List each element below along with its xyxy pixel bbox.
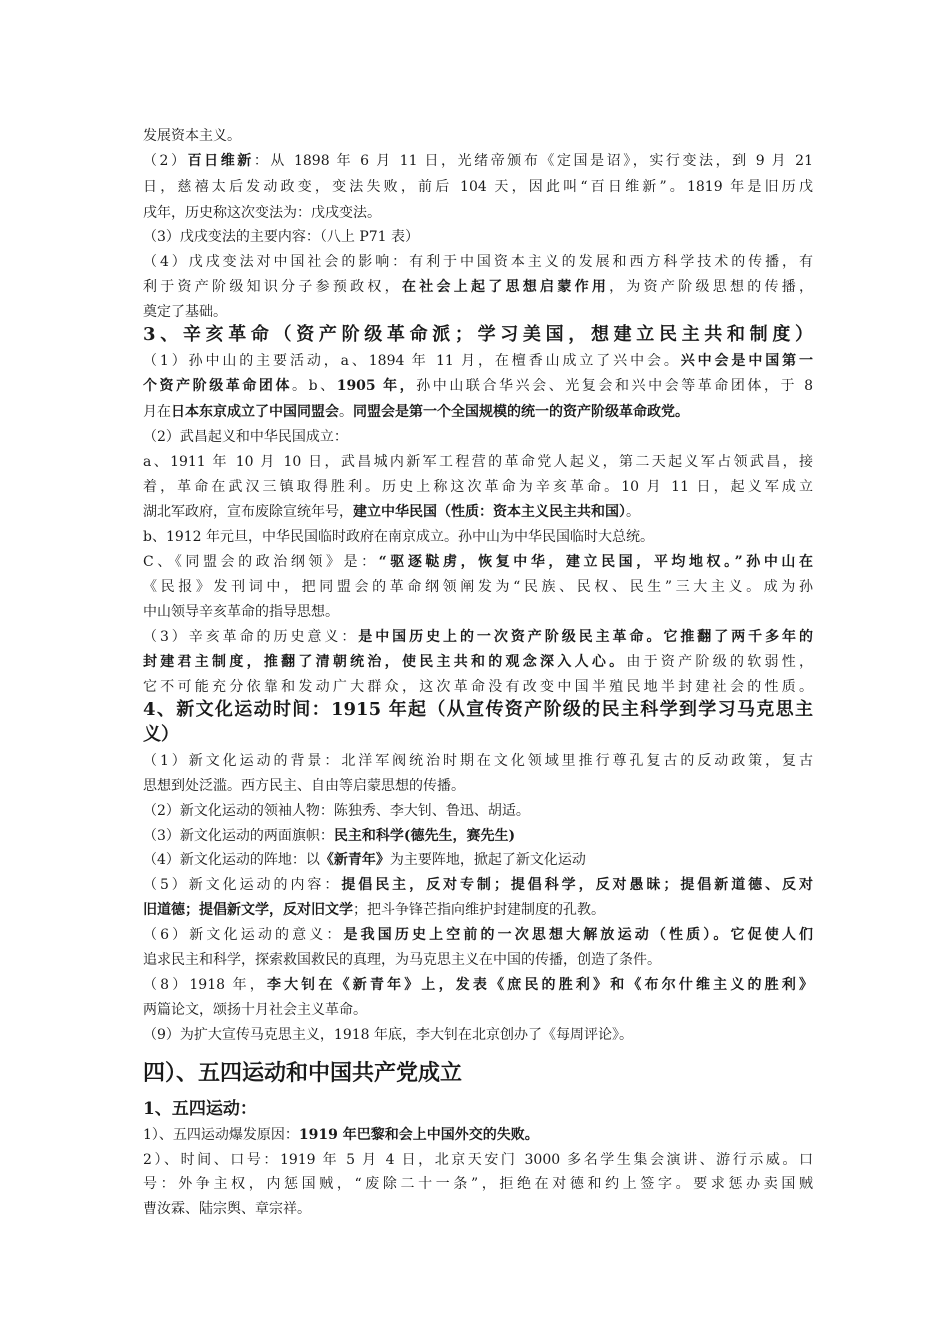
chapter-heading-wusi: 四）、五四运动和中国共产党成立 (143, 1060, 463, 1086)
text-line: 曹汝霖、陆宗舆、章宗祥。 (143, 1201, 311, 1217)
text-line: （3）戊戌变法的主要内容：（八上 P71 表） (143, 229, 420, 245)
text-line: （8）1918 年，李大钊在《新青年》上，发表《庶民的胜利》和《布尔什维主义的胜利》 (143, 977, 813, 993)
text-line: 它不可能充分依靠和发动广大群众，这次革命没有改变中国半殖民地半封建社会的性质。 (143, 679, 813, 695)
section-heading-xinhai: 3、辛亥革命（资产阶级革命派；学习美国，想建立民主共和制度） (143, 324, 813, 345)
text-line: 旧道德；提倡新文学，反对旧文学；把斗争锋芒指向维护封建制度的孔教。 (143, 902, 605, 918)
subsection-heading-wusi: 1、五四运动： (143, 1099, 257, 1119)
text-line: （2）武昌起义和中华民国成立： (143, 429, 348, 445)
text-line: 追求民主和科学，探索救国救民的真理，为马克思主义在中国的传播，创造了条件。 (143, 952, 661, 968)
text-line: （2）新文化运动的领袖人物：陈独秀、李大钊、鲁迅、胡适。 (143, 803, 530, 819)
text-line: 着，革命在武汉三镇取得胜利。历史上称这次革命为辛亥革命。10 月 11 日，起义军成立 (143, 479, 813, 495)
text-line: b、1912 年元旦，中华民国临时政府在南京成立。孙中山为中华民国临时大总统。 (143, 529, 655, 545)
text-line: 利于资产阶级知识分子参预政权，在社会上起了思想启蒙作用，为资产阶级思想的传播， (143, 279, 813, 295)
text-line: a、1911 年 10 月 10 日，武昌城内新军工程营的革命党人起义，第二天起义军占领武昌，接 (143, 454, 813, 470)
text-line: 号：外争主权，内惩国贼，“废除二十一条”，拒绝在对德和约上签字。要求惩办卖国贼 (143, 1176, 813, 1192)
text-line: 中山领导辛亥革命的指导思想。 (143, 604, 339, 620)
text-line: 湖北军政府，宣布废除宣统年号，建立中华民国（性质：资本主义民主共和国）。 (143, 504, 640, 520)
text-line: （2）百日维新：从 1898 年 6 月 11 日，光绪帝颁布《定国是诏》，实行变法，到 9 月 21 (143, 153, 813, 169)
text-line: 封建君主制度，推翻了清朝统治，使民主共和的观念深入人心。由于资产阶级的软弱性， (143, 654, 813, 670)
text-line: （9）为扩大宣传马克思主义，1918 年底，李大钊在北京创办了《每周评论》。 (143, 1027, 633, 1043)
text-line: 1）、五四运动爆发原因：1919 年巴黎和会上中国外交的失败。 (143, 1127, 539, 1143)
text-line: 戌年，历史称这次变法为：戊戌变法。 (143, 205, 381, 221)
text-line: （6）新文化运动的意义：是我国历史上空前的一次思想大解放运动（性质）。它促使人们 (143, 927, 813, 943)
text-line: （5）新文化运动的内容：提倡民主，反对专制；提倡科学，反对愚昧；提倡新道德、反对 (143, 877, 813, 893)
text-line: 日，慈禧太后发动政变，变法失败，前后 104 天，因此叫“百日维新”。1819 年是旧历戊 (143, 179, 813, 195)
text-line: （4）新文化运动的阵地：以《新青年》为主要阵地，掀起了新文化运动 (143, 852, 586, 868)
text-line: C、《同盟会的政治纲领》是：“驱逐鞑虏，恢复中华，建立民国，平均地权。”孙中山在 (143, 554, 813, 570)
text-line: （1）孙中山的主要活动，a、1894 年 11 月，在檀香山成立了兴中会。兴中会是中国第一 (143, 353, 813, 369)
text-line: （4）戊戌变法对中国社会的影响：有利于中国资本主义的发展和西方科学技术的传播，有 (143, 254, 813, 270)
text-line: （3）新文化运动的两面旗帜：民主和科学(德先生，赛先生) (143, 828, 516, 844)
text-line: 思想到处泛滥。西方民主、自由等启蒙思想的传播。 (143, 778, 465, 794)
text-line: （1）新文化运动的背景：北洋军阀统治时期在文化领域里推行尊孔复古的反动政策，复古 (143, 753, 813, 769)
text-line: 月在日本东京成立了中国同盟会。同盟会是第一个全国规模的统一的资产阶级革命政党。 (143, 404, 689, 420)
text-line: 两篇论文，颂扬十月社会主义革命。 (143, 1002, 367, 1018)
text-line: 发展资本主义。 (143, 128, 241, 144)
text-line: 2）、时间、口号：1919 年 5 月 4 日，北京天安门 3000 多名学生集会演讲、游行示威。口 (143, 1152, 813, 1168)
text-line: 奠定了基础。 (143, 304, 227, 320)
text-line: （3）辛亥革命的历史意义：是中国历史上的一次资产阶级民主革命。它推翻了两千多年的 (143, 629, 813, 645)
section-heading-xinwenhua-cont: 义） (143, 724, 179, 745)
text-line: 个资产阶级革命团体。b、1905 年，孙中山联合华兴会、光复会和兴中会等革命团体，于 8 (143, 378, 813, 394)
section-heading-xinwenhua: 4、新文化运动时间：1915 年起（从宣传资产阶级的民主科学到学习马克思主 (143, 699, 813, 720)
text-line: 《民报》发刊词中，把同盟会的革命纲领阐发为“民族、民权、民生”三大主义。成为孙 (143, 579, 813, 595)
